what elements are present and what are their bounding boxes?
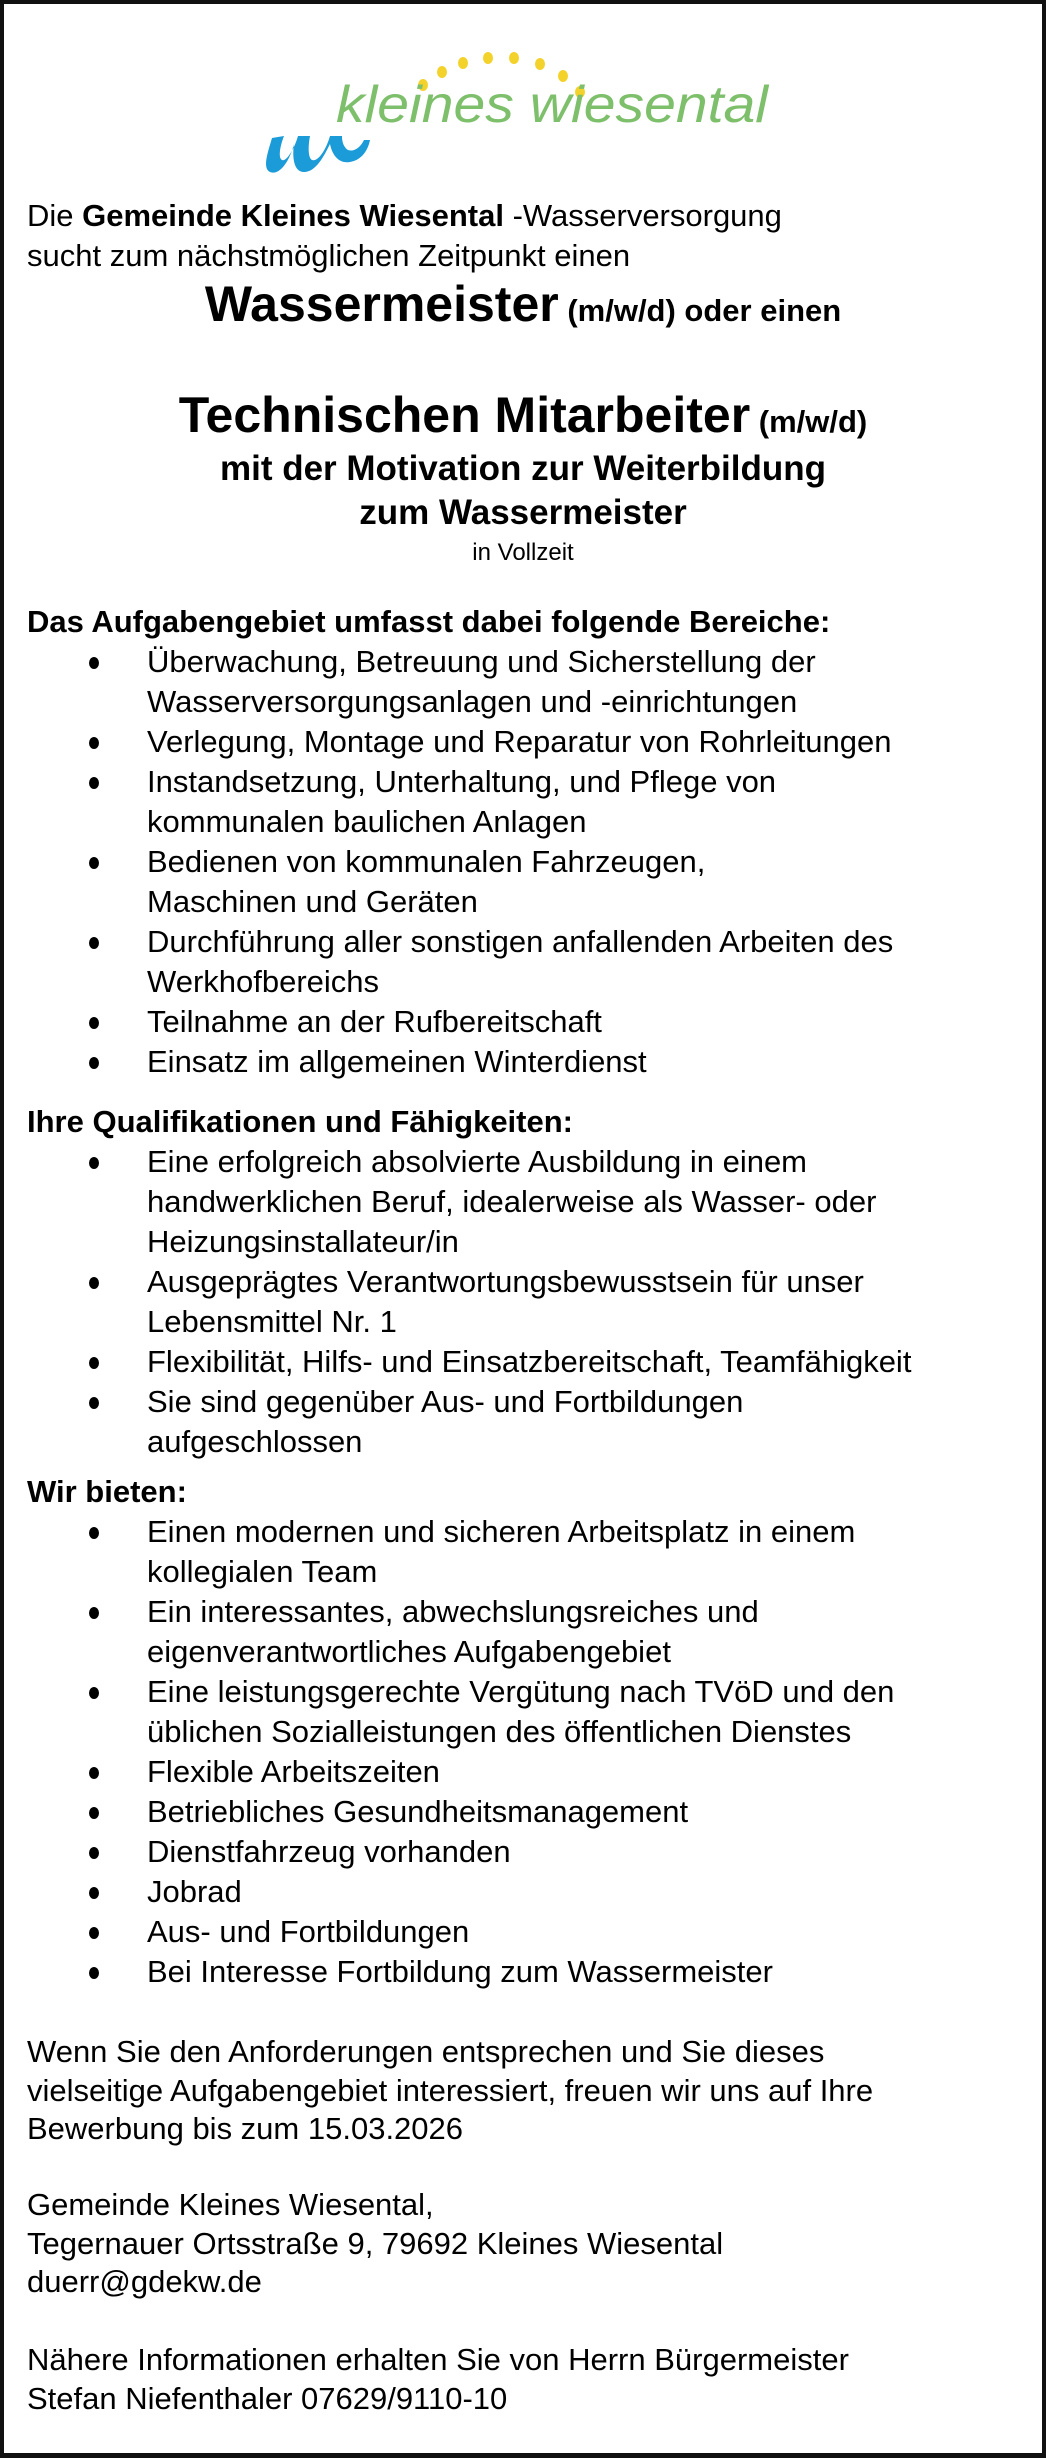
list-item: [27, 1512, 1019, 1592]
bullet-icon: [89, 1847, 99, 1859]
list-item-text: eigenverantwortliches Aufgabengebiet: [147, 1634, 671, 1669]
contact-line: Nähere Informationen erhalten Sie von Herrn Bürgermeister: [27, 2342, 849, 2377]
list-item-text: Betriebliches Gesundheitsmanagement: [147, 1794, 689, 1829]
bullet-icon: [89, 1277, 99, 1289]
list-item-text: Aus- und Fortbildungen: [147, 1914, 470, 1949]
list-item: [27, 1002, 1019, 1042]
list-item-text: Überwachung, Betreuung und Sicherstellung der: [147, 644, 816, 679]
bullet-icon: [89, 657, 99, 669]
list-item-text: Jobrad: [147, 1874, 242, 1909]
list-item-text: Instandsetzung, Unterhaltung, und Pflege von: [147, 764, 777, 799]
list-item: [27, 1672, 1019, 1752]
list-item: [27, 1042, 1019, 1082]
bullet-list: [27, 1512, 1019, 1992]
bullet-icon: [89, 1397, 99, 1409]
bullet-icon: [89, 937, 99, 949]
list-item-text: üblichen Sozialleistungen des öffentlichen Dienstes: [147, 1714, 852, 1749]
list-item-text: Heizungsinstallateur/in: [147, 1224, 459, 1259]
list-item-text: Flexible Arbeitszeiten: [147, 1754, 440, 1789]
list-item-text: Lebensmittel Nr. 1: [147, 1304, 397, 1339]
bullet-icon: [89, 857, 99, 869]
list-item-text: handwerklichen Beruf, idealerweise als Wasser- oder: [147, 1184, 877, 1219]
bullet-icon: [89, 1967, 99, 1979]
subtitle-line-1: mit der Motivation zur Weiterbildung: [219, 449, 827, 488]
bullet-icon: [89, 1607, 99, 1619]
list-item-text: Ausgeprägtes Verantwortungsbewusstsein für unser: [147, 1264, 864, 1299]
bullet-list: [27, 642, 1019, 1082]
list-item-text: Einen modernen und sicheren Arbeitsplatz in einem: [147, 1514, 856, 1549]
list-item: [27, 1262, 1019, 1342]
list-item-text: Verlegung, Montage und Reparatur von Rohrleitungen: [147, 724, 892, 759]
list-item: [27, 1912, 1019, 1952]
list-item-text: Bedienen von kommunalen Fahrzeugen,: [147, 844, 706, 879]
list-item-text: Sie sind gegenüber Aus- und Fortbildungen: [147, 1384, 744, 1419]
list-item: [27, 762, 1019, 842]
organization-name: Gemeinde Kleines Wiesental: [82, 198, 504, 233]
email-link[interactable]: duerr@gdekw.de: [27, 2264, 262, 2299]
logo-text: kleines wiesental: [336, 76, 770, 134]
list-item: [27, 1832, 1019, 1872]
bullet-icon: [89, 1057, 99, 1069]
bullet-icon: [89, 737, 99, 749]
closing-line: Wenn Sie den Anforderungen entsprechen und Sie dieses: [27, 2034, 825, 2069]
wave-icon: [266, 136, 370, 173]
closing-paragraph: [27, 2033, 1019, 2149]
list-item: [27, 1952, 1019, 1992]
closing-line-deadline: Bewerbung bis zum 15.03.2026: [27, 2111, 464, 2146]
job-title-1-main: Wassermeister: [204, 276, 559, 332]
list-item-text: Werkhofbereichs: [147, 964, 380, 999]
list-item-text: kommunalen baulichen Anlagen: [147, 804, 587, 839]
address-name: Gemeinde Kleines Wiesental,: [27, 2187, 434, 2222]
list-item: [27, 842, 1019, 922]
work-time: in Vollzeit: [472, 539, 574, 566]
list-item-text: Wasserversorgungsanlagen und -einrichtungen: [147, 684, 798, 719]
list-item-text: Maschinen und Geräten: [147, 884, 478, 919]
list-item: [27, 1382, 1019, 1462]
job-title-2-tail: (m/w/d): [750, 404, 868, 439]
list-item-text: Teilnahme an der Rufbereitschaft: [147, 1004, 602, 1039]
section-heading: Ihre Qualifikationen und Fähigkeiten:: [27, 1104, 573, 1139]
list-item: [27, 1872, 1019, 1912]
job-subtitle: [4, 447, 1042, 535]
section-offers: [27, 1472, 1019, 1992]
list-item-text: Ein interessantes, abwechslungsreiches und: [147, 1594, 759, 1629]
list-item-text: kollegialen Team: [147, 1554, 378, 1589]
list-item: [27, 1592, 1019, 1672]
list-item-text: Eine leistungsgerechte Vergütung nach TVöD und den: [147, 1674, 895, 1709]
bullet-list: [27, 1142, 1019, 1462]
address-street: Tegernauer Ortsstraße 9, 79692 Kleines Wiesental: [27, 2225, 724, 2261]
bullet-icon: [89, 1687, 99, 1699]
section-heading: Das Aufgabengebiet umfasst dabei folgende Bereiche:: [27, 604, 831, 639]
list-item-text: Einsatz im allgemeinen Winterdienst: [147, 1044, 647, 1079]
list-item-text: Bei Interesse Fortbildung zum Wassermeister: [147, 1954, 773, 1989]
job-title-2-main: Technischen Mitarbeiter: [178, 387, 751, 443]
bullet-icon: [89, 777, 99, 789]
list-item-text: Flexibilität, Hilfs- und Einsatzbereitschaft, Teamfähigkeit: [147, 1344, 912, 1379]
bullet-icon: [89, 1887, 99, 1899]
bullet-icon: [89, 1157, 99, 1169]
contact-block: [27, 2341, 1019, 2418]
section-qualifications: [27, 1102, 1019, 1462]
bullet-icon: [89, 1807, 99, 1819]
list-item: [27, 1142, 1019, 1262]
list-item: [27, 1342, 1019, 1382]
list-item-text: Eine erfolgreich absolvierte Ausbildung in einem: [147, 1144, 808, 1179]
bullet-icon: [89, 1927, 99, 1939]
list-item: [27, 722, 1019, 762]
contact-phone: Stefan Niefenthaler 07629/9110-10: [27, 2380, 508, 2416]
list-item: [27, 642, 1019, 722]
intro-line-2: sucht zum nächstmöglichen Zeitpunkt einen: [27, 238, 631, 273]
list-item: [27, 1752, 1019, 1792]
list-item: [27, 922, 1019, 1002]
job-title-1-tail: (m/w/d) oder einen: [558, 293, 842, 328]
section-heading: Wir bieten:: [27, 1474, 187, 1509]
section-tasks: [27, 602, 1019, 1082]
intro-text: [27, 196, 1019, 276]
job-title-1: [4, 276, 1042, 339]
bullet-icon: [89, 1017, 99, 1029]
list-item: [27, 1792, 1019, 1832]
bullet-icon: [89, 1767, 99, 1779]
intro-suffix: -Wasserversorgung: [503, 198, 782, 233]
kleines-wiesental-logo: [250, 40, 810, 180]
address-block: [27, 2186, 1019, 2302]
subtitle-line-2: zum Wassermeister: [359, 493, 687, 532]
bullet-icon: [89, 1357, 99, 1369]
list-item-text: aufgeschlossen: [147, 1424, 363, 1459]
bullet-icon: [89, 1527, 99, 1539]
list-item-text: Durchführung aller sonstigen anfallenden Arbeiten des: [147, 924, 894, 959]
intro-prefix: Die: [27, 198, 83, 233]
list-item-text: Dienstfahrzeug vorhanden: [147, 1834, 511, 1869]
closing-line: vielseitige Aufgabengebiet interessiert, freuen wir uns auf Ihre: [27, 2072, 874, 2108]
job-title-2: [4, 387, 1042, 450]
